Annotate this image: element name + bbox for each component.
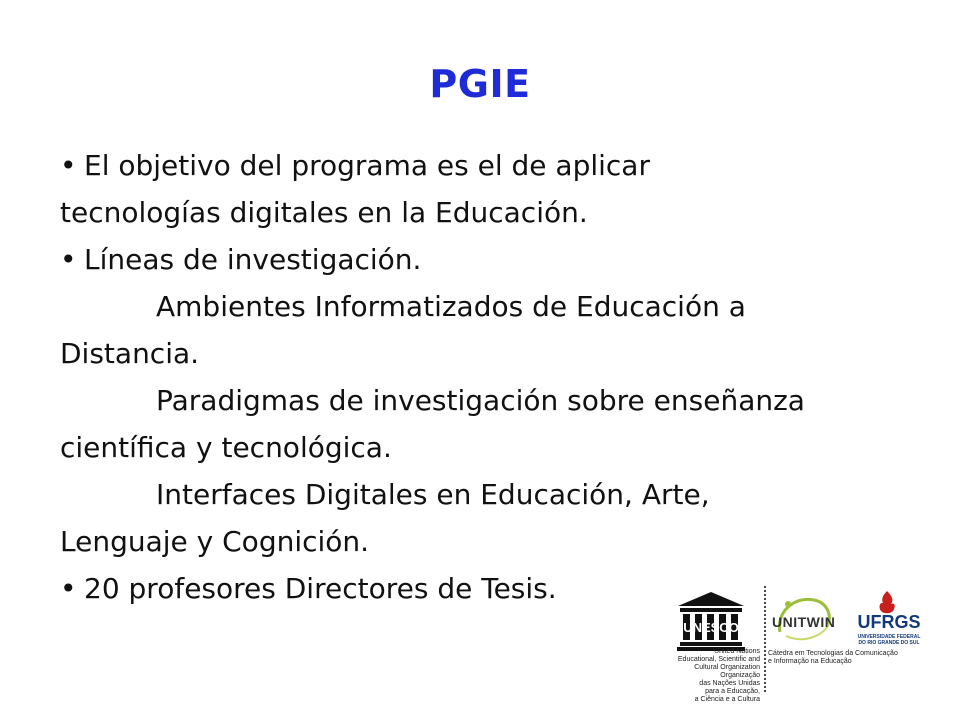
unesco-caption: United Nations Educational, Scientific and Cultural Organization Organização das Nações Unidas para a Educação, a Ciência e a Cultura	[677, 648, 760, 703]
svg-text:UNESCO: UNESCO	[683, 620, 739, 635]
ufrgs-wordmark: UFRGS	[857, 612, 921, 632]
unitwin-logo	[768, 590, 840, 646]
unesco-temple-icon	[676, 590, 746, 652]
slide-body	[60, 142, 920, 612]
ufrgs-subtitle: UNIVERSIDADE FEDERAL DO RIO GRANDE DO SUL	[857, 634, 921, 646]
bullet-icon: •	[60, 243, 77, 276]
ufrgs-flame-icon	[874, 590, 900, 614]
unitwin-wordmark: UNITWIN	[772, 614, 836, 630]
bullet-icon: •	[60, 572, 77, 605]
logo-divider	[764, 586, 766, 692]
catedra-caption: Cátedra em Tecnologias da Comunicação e Informação na Educação	[768, 650, 898, 665]
slide-title: PGIE	[429, 62, 531, 106]
body-line-8: Interfaces Digitales en Educación, Arte,	[156, 478, 710, 511]
body-line-1: • El objetivo del programa es el de aplicar	[60, 142, 920, 189]
body-line-5: Distancia.	[60, 337, 200, 370]
partner-logos	[660, 584, 930, 703]
body-line-2: tecnologías digitales en la Educación.	[60, 196, 588, 229]
body-line-3: • Líneas de investigación.	[60, 236, 920, 283]
body-line-4: Ambientes Informatizados de Educación a	[156, 290, 746, 323]
ufrgs-logo	[848, 590, 930, 650]
body-line-10: • 20 profesores Directores de Tesis.	[60, 565, 920, 612]
body-line-6: Paradigmas de investigación sobre enseñanza	[156, 384, 805, 417]
body-line-7: científica y tecnológica.	[60, 431, 392, 464]
bullet-icon: •	[60, 149, 77, 182]
body-line-9: Lenguaje y Cognición.	[60, 525, 370, 558]
unesco-logo	[660, 584, 760, 703]
